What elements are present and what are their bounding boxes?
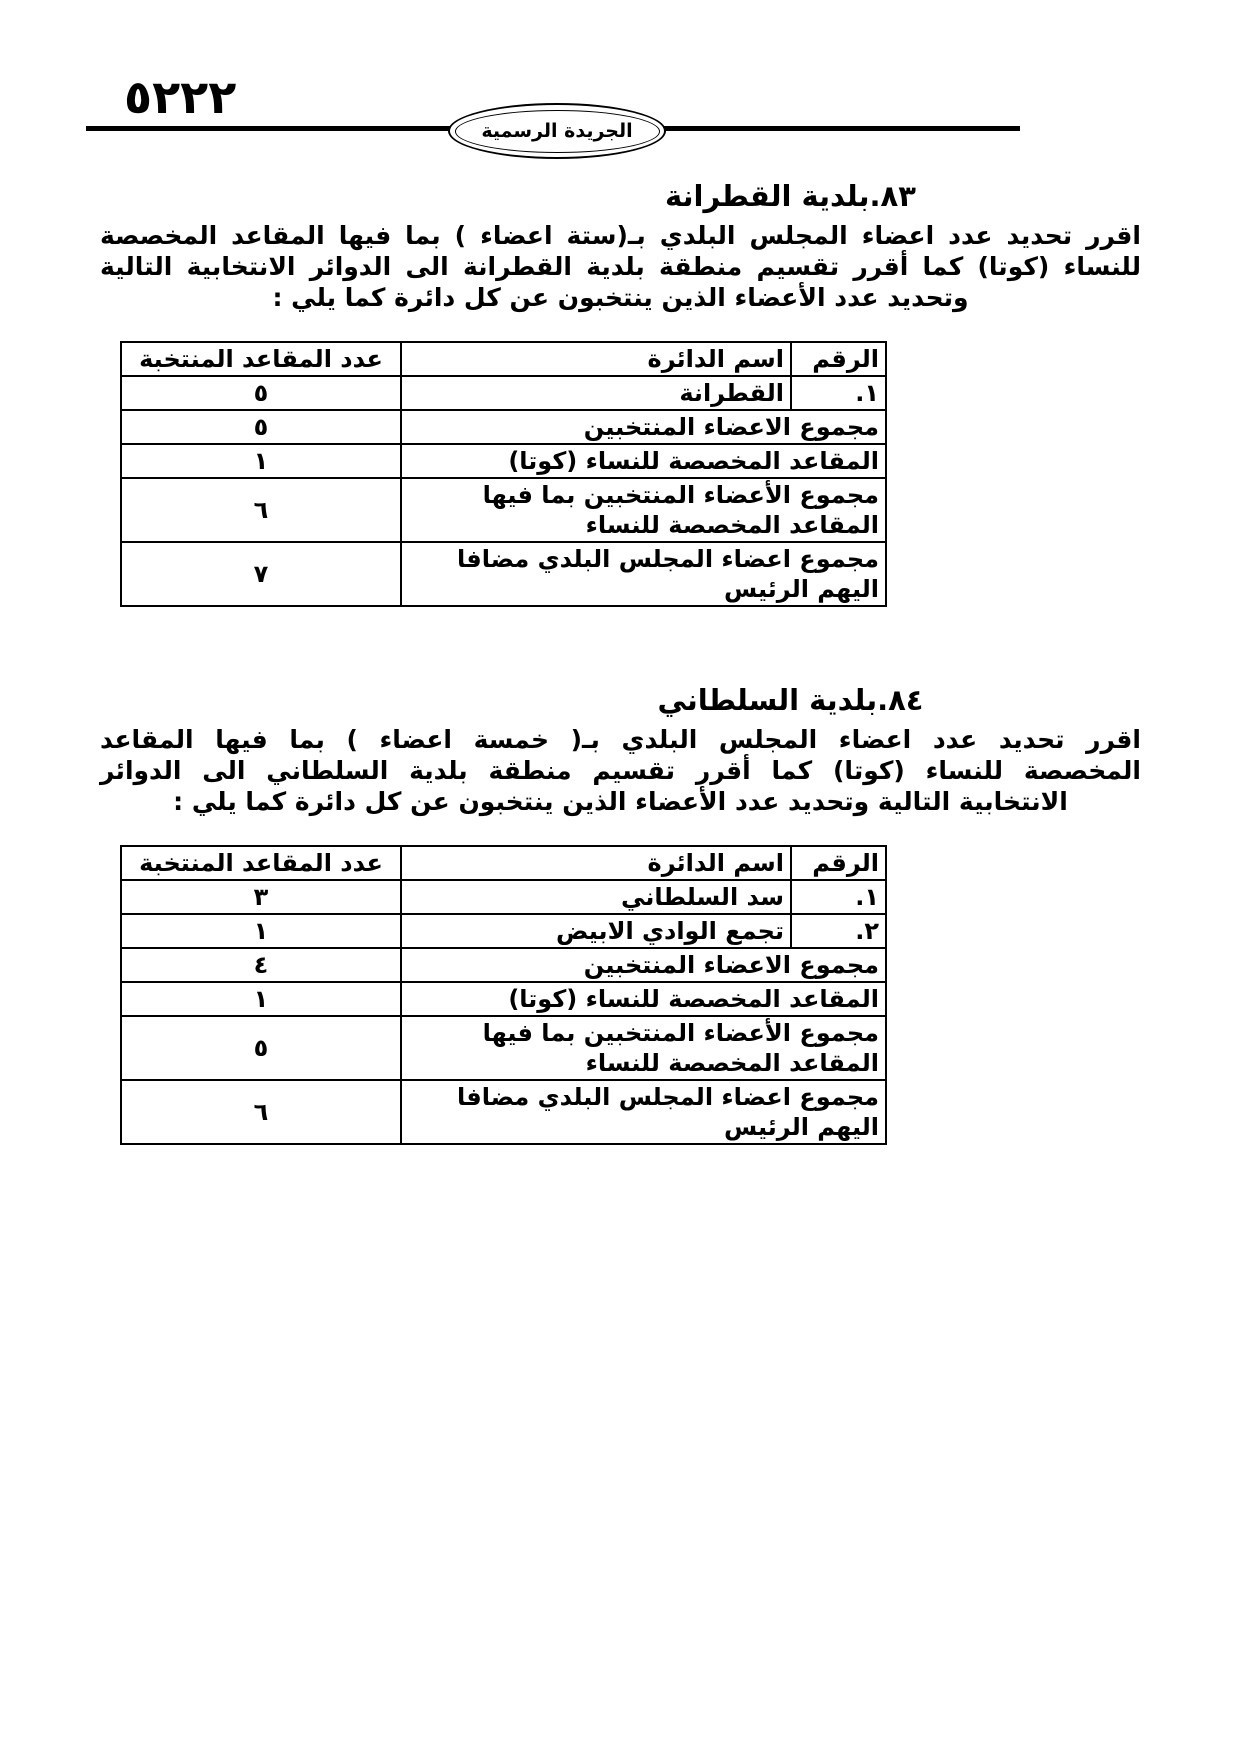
- column-header-district-name: اسم الدائرة: [401, 846, 791, 880]
- paragraph-line: وتحديد عدد الأعضاء الذين ينتخبون عن كل دائرة كما يلي :: [272, 283, 969, 312]
- paragraph-line: المخصصة للنساء (كوتا) كما أقرر تقسيم منطقة بلدية السلطاني الى الدوائر: [100, 756, 1141, 785]
- summary-value-cell: ٥: [121, 410, 401, 444]
- district-row: [121, 880, 886, 914]
- district-name-cell: سد السلطاني: [401, 880, 791, 914]
- official-gazette-label: الجريدة الرسمية: [455, 110, 660, 153]
- summary-value-cell: ٧: [121, 542, 401, 606]
- paragraph-line: اقرر تحديد عدد اعضاء المجلس البلدي بـ( خمسة اعضاء ) بما فيها المقاعد: [100, 725, 1141, 754]
- paragraph-line: الانتخابية التالية وتحديد عدد الأعضاء الذين ينتخبون عن كل دائرة كما يلي :: [173, 787, 1068, 816]
- district-name-cell: تجمع الوادي الابيض: [401, 914, 791, 948]
- district-row: [121, 376, 886, 410]
- summary-label-cell: المقاعد المخصصة للنساء (كوتا): [401, 444, 886, 478]
- section-83: [100, 178, 1141, 607]
- summary-row: [121, 542, 886, 606]
- seats-count-cell: ١: [121, 914, 401, 948]
- seats-count-cell: ٣: [121, 880, 401, 914]
- section-84: [100, 682, 1141, 1145]
- section-84-table: [120, 845, 887, 1145]
- summary-value-cell: ٦: [121, 1080, 401, 1144]
- column-header-elected-seats: عدد المقاعد المنتخبة: [121, 342, 401, 376]
- summary-row: [121, 478, 886, 542]
- summary-row: [121, 982, 886, 1016]
- section-83-paragraph: [100, 220, 1141, 313]
- column-header-number: الرقم: [791, 846, 886, 880]
- district-name-cell: القطرانة: [401, 376, 791, 410]
- table-header-row: [121, 342, 886, 376]
- summary-label-cell: مجموع الاعضاء المنتخبين: [401, 948, 886, 982]
- page-content: [100, 178, 1141, 1145]
- summary-value-cell: ٥: [121, 1016, 401, 1080]
- paragraph-line: اقرر تحديد عدد اعضاء المجلس البلدي بـ(ستة اعضاء ) بما فيها المقاعد المخصصة: [100, 221, 1141, 250]
- summary-value-cell: ١: [121, 444, 401, 478]
- table-header-row: [121, 846, 886, 880]
- district-number-cell: ١.: [791, 880, 886, 914]
- section-84-paragraph: [100, 724, 1141, 817]
- district-number-cell: ١.: [791, 376, 886, 410]
- page-number: ٥٢٢٢: [124, 70, 237, 124]
- seats-count-cell: ٥: [121, 376, 401, 410]
- section-83-heading: ٨٣.بلدية القطرانة: [665, 179, 916, 213]
- paragraph-line: للنساء (كوتا) كما أقرر تقسيم منطقة بلدية القطرانة الى الدوائر الانتخابية التالية: [100, 252, 1141, 281]
- summary-label-cell: المقاعد المخصصة للنساء (كوتا): [401, 982, 886, 1016]
- district-row: [121, 914, 886, 948]
- district-number-cell: ٢.: [791, 914, 886, 948]
- summary-label-cell: مجموع الأعضاء المنتخبين بما فيها المقاعد المخصصة للنساء: [401, 1016, 886, 1080]
- official-gazette-badge: [448, 103, 666, 159]
- section-84-heading: ٨٤.بلدية السلطاني: [657, 683, 924, 717]
- summary-label-cell: مجموع الاعضاء المنتخبين: [401, 410, 886, 444]
- summary-row: [121, 948, 886, 982]
- summary-label-cell: مجموع اعضاء المجلس البلدي مضافا اليهم الرئيس: [401, 1080, 886, 1144]
- summary-value-cell: ١: [121, 982, 401, 1016]
- summary-value-cell: ٦: [121, 478, 401, 542]
- summary-row: [121, 410, 886, 444]
- summary-label-cell: مجموع اعضاء المجلس البلدي مضافا اليهم الرئيس: [401, 542, 886, 606]
- summary-row: [121, 1080, 886, 1144]
- column-header-district-name: اسم الدائرة: [401, 342, 791, 376]
- column-header-elected-seats: عدد المقاعد المنتخبة: [121, 846, 401, 880]
- column-header-number: الرقم: [791, 342, 886, 376]
- summary-row: [121, 444, 886, 478]
- section-83-table: [120, 341, 887, 607]
- summary-label-cell: مجموع الأعضاء المنتخبين بما فيها المقاعد المخصصة للنساء: [401, 478, 886, 542]
- summary-value-cell: ٤: [121, 948, 401, 982]
- summary-row: [121, 1016, 886, 1080]
